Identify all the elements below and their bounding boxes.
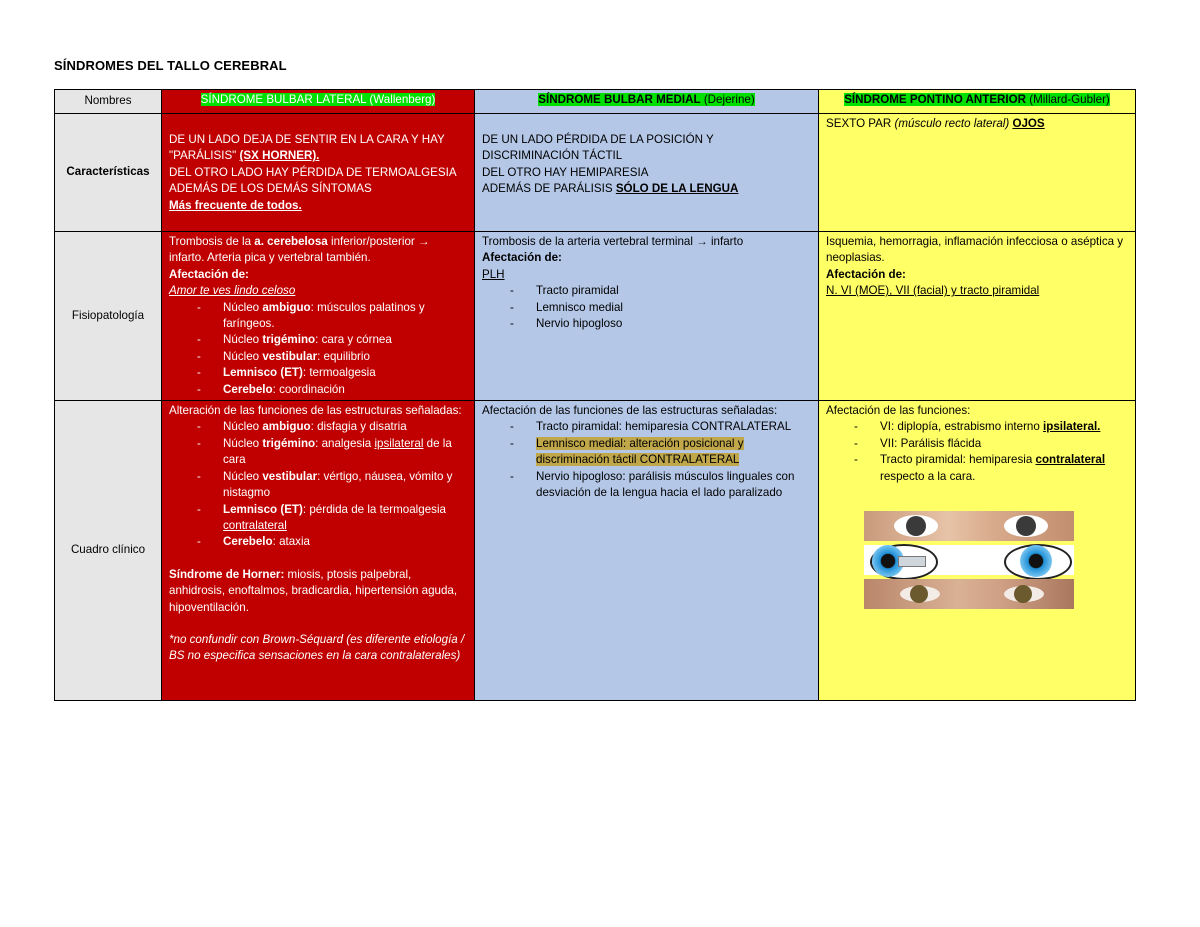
header-lateral-eponym: (Wallenberg)	[366, 93, 436, 106]
text-line: Afectación de:	[826, 267, 906, 281]
list-item: - Nervio hipogloso	[510, 316, 811, 332]
text-line: Isquemia, hemorragia, inflamación infecciosa o aséptica y neoplasias.	[826, 235, 1124, 265]
header-nombres: Nombres	[55, 90, 162, 114]
cell-caracteristicas-pontino	[819, 114, 1136, 232]
text-line: Trombosis de la arteria vertebral terminal → infarto	[482, 235, 744, 248]
cell-fisiopatologia-lateral	[162, 232, 475, 401]
list-item: - Núcleo ambiguo: disfagia y disatria	[197, 419, 467, 435]
cell-cuadro-pontino	[819, 401, 1136, 701]
header-medial	[475, 90, 819, 114]
text-line: PLH	[482, 267, 505, 281]
list-item: - Lemnisco (ET): termoalgesia	[197, 365, 467, 381]
header-pontino	[819, 90, 1136, 114]
header-medial-name: SÍNDROME BULBAR MEDIAL	[538, 93, 701, 106]
list-item: - VII: Parálisis flácida	[854, 436, 1128, 452]
row-label-fisiopatologia: Fisiopatología	[55, 232, 162, 401]
list-item: - Nervio hipogloso: parálisis músculos linguales con desviación de la lengua hacia el lado paralizado	[510, 469, 811, 502]
list-item: - Núcleo ambiguo: músculos palatinos y faríngeos.	[197, 300, 467, 333]
list-item: - Lemnisco (ET): pérdida de la termoalgesia contralateral	[197, 502, 467, 535]
cell-cuadro-lateral	[162, 401, 475, 701]
list-item: - VI: diplopía, estrabismo interno ipsilateral.	[854, 419, 1128, 435]
header-pontino-name: SÍNDROME PONTINO ANTERIOR	[844, 93, 1027, 106]
eyes-photo-top	[864, 511, 1074, 541]
eyes-illustration	[864, 511, 1074, 609]
text-line: Afectación de las funciones:	[826, 404, 971, 418]
text-line: Alteración de las funciones de las estructuras señaladas:	[169, 404, 462, 418]
text-line: Afectación de:	[169, 267, 249, 281]
list-item: - Núcleo vestibular: equilibrio	[197, 349, 467, 365]
text-line: N. VI (MOE), VII (facial) y tracto piramidal	[826, 284, 1040, 298]
syndromes-table	[54, 89, 1136, 701]
list-item: - Tracto piramidal: hemiparesia contralateral respecto a la cara.	[854, 452, 1128, 485]
cell-fisiopatologia-medial	[475, 232, 819, 401]
text-line: Amor te ves lindo celoso	[169, 284, 296, 298]
text-line: Trombosis de la a. cerebelosa inferior/posterior → infarto. Arteria pica y vertebral también.	[169, 235, 430, 265]
list-item: - Lemnisco medial: alteración posicional y discriminación táctil CONTRALATERAL	[510, 436, 811, 469]
text-line: DEL OTRO HAY HEMIPARESIA	[482, 165, 649, 179]
header-lateral-name: SÍNDROME BULBAR LATERAL	[200, 93, 367, 106]
page-title: SÍNDROMES DEL TALLO CEREBRAL	[54, 58, 287, 73]
list-item: - Núcleo trigémino: analgesia ipsilateral de la cara	[197, 436, 467, 469]
row-caracteristicas	[55, 114, 1136, 232]
header-lateral	[162, 90, 475, 114]
list	[826, 419, 1128, 485]
note: *no confundir con Brown-Séquard (es diferente etiología / BS no especifica sensaciones en la cara contralaterales)	[169, 632, 465, 663]
list-item: - Lemnisco medial	[510, 300, 811, 316]
header-row	[55, 90, 1136, 114]
header-medial-eponym: (Dejerine)	[700, 93, 755, 106]
cell-fisiopatologia-pontino	[819, 232, 1136, 401]
text-line: DE UN LADO DEJA DE SENTIR EN LA CARA Y HAY	[169, 133, 445, 146]
cell-cuadro-medial	[475, 401, 819, 701]
text-line: SEXTO PAR (músculo recto lateral) OJOS	[826, 117, 1045, 130]
text-line: "PARÁLISIS" (SX HORNER).	[169, 149, 320, 163]
list	[482, 419, 811, 501]
list	[169, 419, 467, 550]
text-line: Afectación de las funciones de las estructuras señaladas:	[482, 404, 778, 418]
list-item: - Tracto piramidal: hemiparesia CONTRALATERAL	[510, 419, 811, 435]
row-label-caracteristicas: Características	[55, 114, 162, 232]
cell-caracteristicas-medial	[475, 114, 819, 232]
list-item: - Cerebelo: coordinación	[197, 382, 467, 398]
list-item: - Cerebelo: ataxia	[197, 534, 467, 550]
list	[169, 300, 467, 398]
list	[482, 283, 811, 332]
text-line: ADEMÁS DE PARÁLISIS SÓLO DE LA LENGUA	[482, 182, 739, 196]
eyes-diagram	[864, 545, 1074, 575]
row-cuadro-clinico	[55, 401, 1136, 701]
eyes-photo-bottom	[864, 579, 1074, 609]
header-pontino-eponym: (Millard-Gubler)	[1026, 93, 1110, 106]
list-item: - Núcleo trigémino: cara y córnea	[197, 332, 467, 348]
text-line: ADEMÁS DE LOS DEMÁS SÍNTOMAS	[169, 182, 372, 196]
row-fisiopatologia	[55, 232, 1136, 401]
text-line: DEL OTRO LADO HAY PÉRDIDA DE TERMOALGESIA	[169, 165, 457, 179]
text-line: Afectación de:	[482, 251, 562, 265]
text-line: Síndrome de Horner: miosis, ptosis palpebral, anhidrosis, enoftalmos, bradicardia, hipertensión aguda, hipoventilación.	[169, 567, 458, 614]
text-line: Más frecuente de todos.	[169, 198, 302, 212]
cell-caracteristicas-lateral	[162, 114, 475, 232]
list-item: - Núcleo vestibular: vértigo, náusea, vómito y nistagmo	[197, 469, 467, 502]
row-label-cuadro: Cuadro clínico	[55, 401, 162, 701]
text-line: DE UN LADO PÉRDIDA DE LA POSICIÓN Y DISCRIMINACIÓN TÁCTIL	[482, 133, 714, 163]
list-item: - Tracto piramidal	[510, 283, 811, 299]
